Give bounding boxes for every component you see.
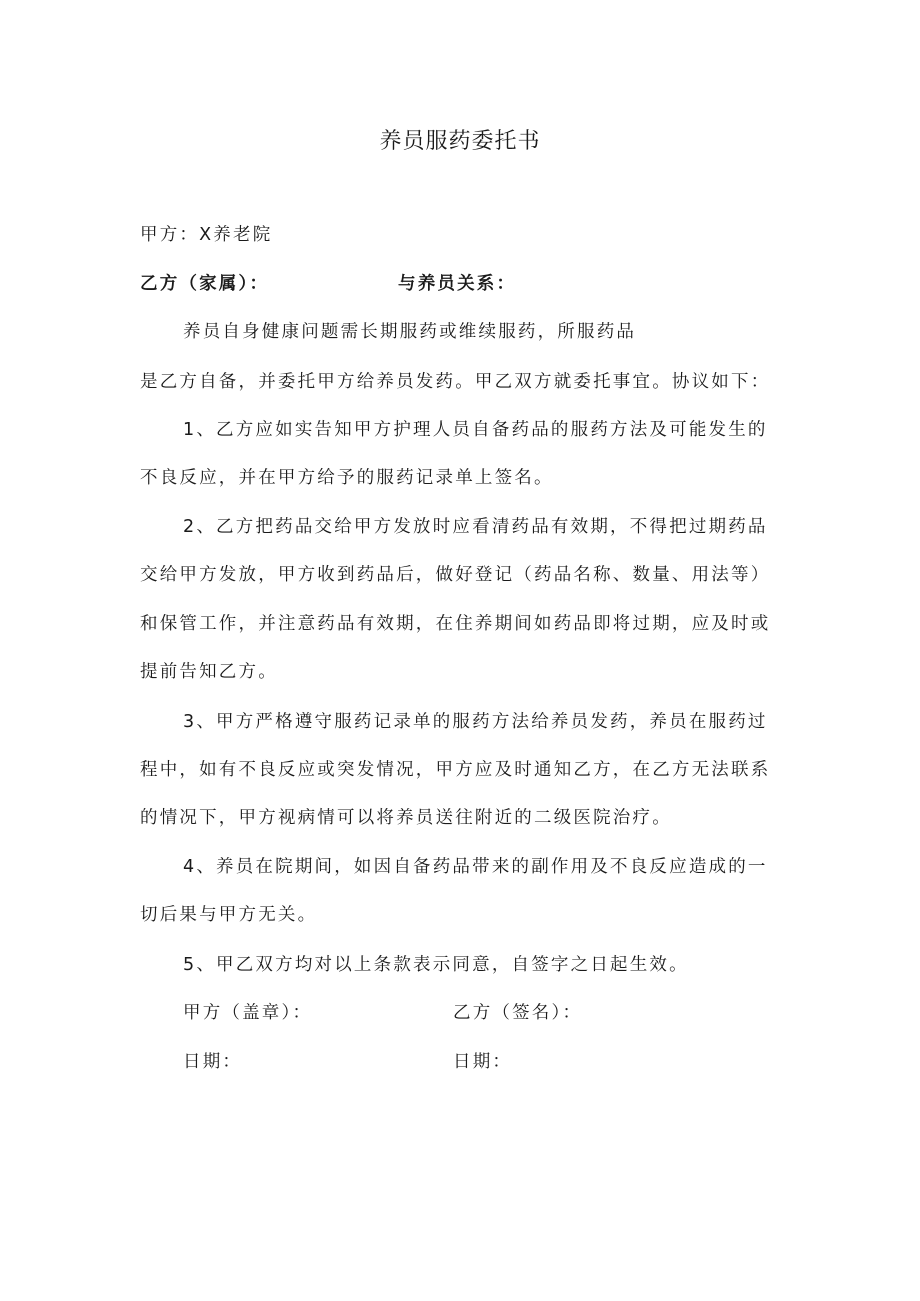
clause-1-line-2: 不良反应，并在甲方给予的服药记录单上签名。	[140, 468, 554, 488]
relation-label: 与养员关系：	[398, 274, 517, 294]
document-title: 养员服药委托书	[379, 129, 541, 154]
clause-2-line-2: 交给甲方发放，甲方收到药品后，做好登记（药品名称、数量、用法等）	[140, 565, 771, 585]
party-b-date-label: 日期：	[453, 1052, 513, 1072]
party-a-line: 甲方：X养老院	[140, 225, 273, 245]
clause-3-line-1: 3、甲方严格遵守服药记录单的服药方法给养员发药，养员在服药过	[183, 712, 768, 732]
party-b-signature-label: 乙方（签名）：	[453, 1003, 583, 1023]
intro-line-2: 是乙方自备，并委托甲方给养员发药。甲乙双方就委托事宜。协议如下：	[140, 372, 771, 392]
clause-1-line-1: 1、乙方应如实告知甲方护理人员自备药品的服药方法及可能发生的	[183, 420, 768, 440]
clause-4-line-2: 切后果与甲方无关。	[140, 905, 318, 925]
party-a-seal-label: 甲方（盖章）：	[183, 1003, 313, 1023]
clause-4-line-1: 4、养员在院期间，如因自备药品带来的副作用及不良反应造成的一	[183, 857, 768, 877]
clause-2-line-1: 2、乙方把药品交给甲方发放时应看清药品有效期，不得把过期药品	[183, 517, 768, 537]
clause-2-line-3: 和保管工作，并注意药品有效期，在住养期间如药品即将过期，应及时或	[140, 614, 771, 634]
clause-2-line-4: 提前告知乙方。	[140, 662, 278, 682]
party-b-label: 乙方（家属）：	[140, 274, 270, 294]
intro-line-1: 养员自身健康问题需长期服药或维续服药，所服药品	[183, 322, 637, 342]
clause-3-line-2: 程中，如有不良反应或突发情况，甲方应及时通知乙方，在乙方无法联系	[140, 760, 771, 780]
clause-5-line-1: 5、甲乙双方均对以上条款表示同意，自签字之日起生效。	[183, 955, 689, 975]
clause-3-line-3: 的情况下，甲方视病情可以将养员送往附近的二级医院治疗。	[140, 808, 672, 828]
party-a-date-label: 日期：	[183, 1052, 243, 1072]
